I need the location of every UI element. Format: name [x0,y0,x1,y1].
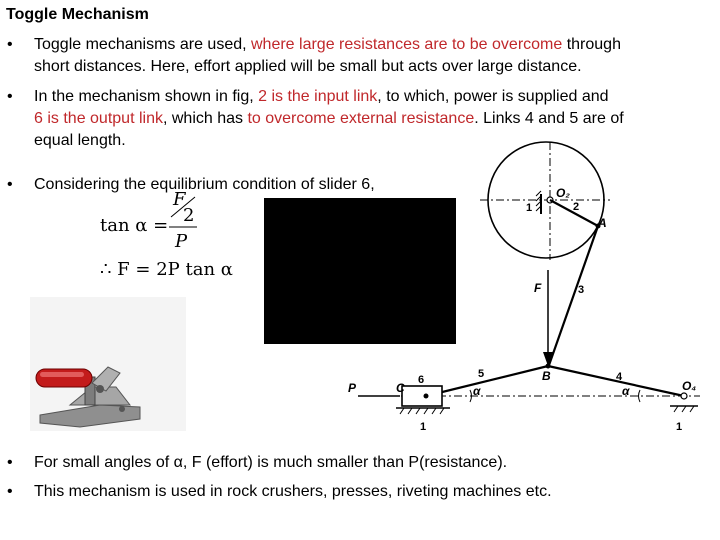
bottom-bullet-1 [0,448,712,477]
bullet-1-highlight: where large resistances are to be overcome [251,36,563,53]
bullet-2-mid1: , to which, power is supplied and [377,88,609,105]
slide-title: Toggle Mechanism [6,6,149,23]
bullet-dot: • [7,176,13,193]
joint-b [546,364,551,369]
formula-num-top: F [173,189,186,210]
label-slider-6: 6 [418,374,425,386]
bullet-2-highlight-output: 6 is the output link [34,110,163,127]
formula-lhs: tan α = [100,215,169,236]
label-link-3: 3 [578,284,585,296]
bullet-2-pre: In the mechanism shown in fig, [34,88,259,105]
bullet-1-post: through [562,36,621,53]
bullet-2-highlight-resistance: to overcome external resistance [247,110,475,127]
alpha-right-arc [639,390,641,402]
bullet-dot: • [7,454,13,471]
label-ground-1-right: 1 [676,421,683,433]
label-point-c: C [396,381,405,395]
bullet-2-highlight-input: 2 is the input link [258,88,378,105]
label-link-4: 4 [616,371,623,383]
label-force-f: F [534,281,542,295]
link-5 [426,366,548,396]
bullet-dot: • [7,483,13,500]
bullet-1-pre: Toggle mechanisms are used, [34,36,251,53]
toggle-mechanism-diagram [330,140,720,440]
bullet-1 [0,34,621,78]
bullet-2-mid2: , which has [162,110,248,127]
bottom-bullet-2 [0,477,712,506]
bullet-2-post: . Links 4 and 5 are of [474,110,624,127]
label-alpha-left: α [473,384,481,398]
bottom-bullet-1-text: For small angles of α, F (effort) is much smaller than P(resistance). [34,454,508,471]
bullet-2-line3: equal length. [34,132,126,149]
link-3 [548,226,598,368]
label-joint-b: B [542,369,551,383]
label-ground-1-left: 1 [420,421,427,433]
bullet-dot: • [7,36,13,53]
tan-alpha-formula [95,185,245,285]
formula-num-bottom: 2 [183,205,195,226]
label-o2: O₂ [556,186,570,200]
label-joint-a: A [598,216,607,230]
bullet-dot: • [7,88,13,105]
bullet-3-text: Considering the equilibrium condition of slider 6, [34,176,375,193]
label-o4: O₄ [682,379,697,393]
label-alpha-right: α [622,384,630,398]
bullet-1-line2: short distances. Here, effort applied will be small but acts over large distance. [34,58,582,75]
label-force-p: P [348,381,357,395]
formula-den: P [175,231,188,252]
toggle-clamp-photo [30,297,186,431]
formula-result: ∴ F = 2P tan α [100,259,233,280]
label-link-5: 5 [478,368,485,380]
bottom-bullet-list [0,448,712,506]
label-ground-1-top: 1 [526,202,533,214]
label-link-2: 2 [573,201,580,213]
bottom-bullet-2-text: This mechanism is used in rock crushers, presses, riveting machines etc. [34,483,552,500]
